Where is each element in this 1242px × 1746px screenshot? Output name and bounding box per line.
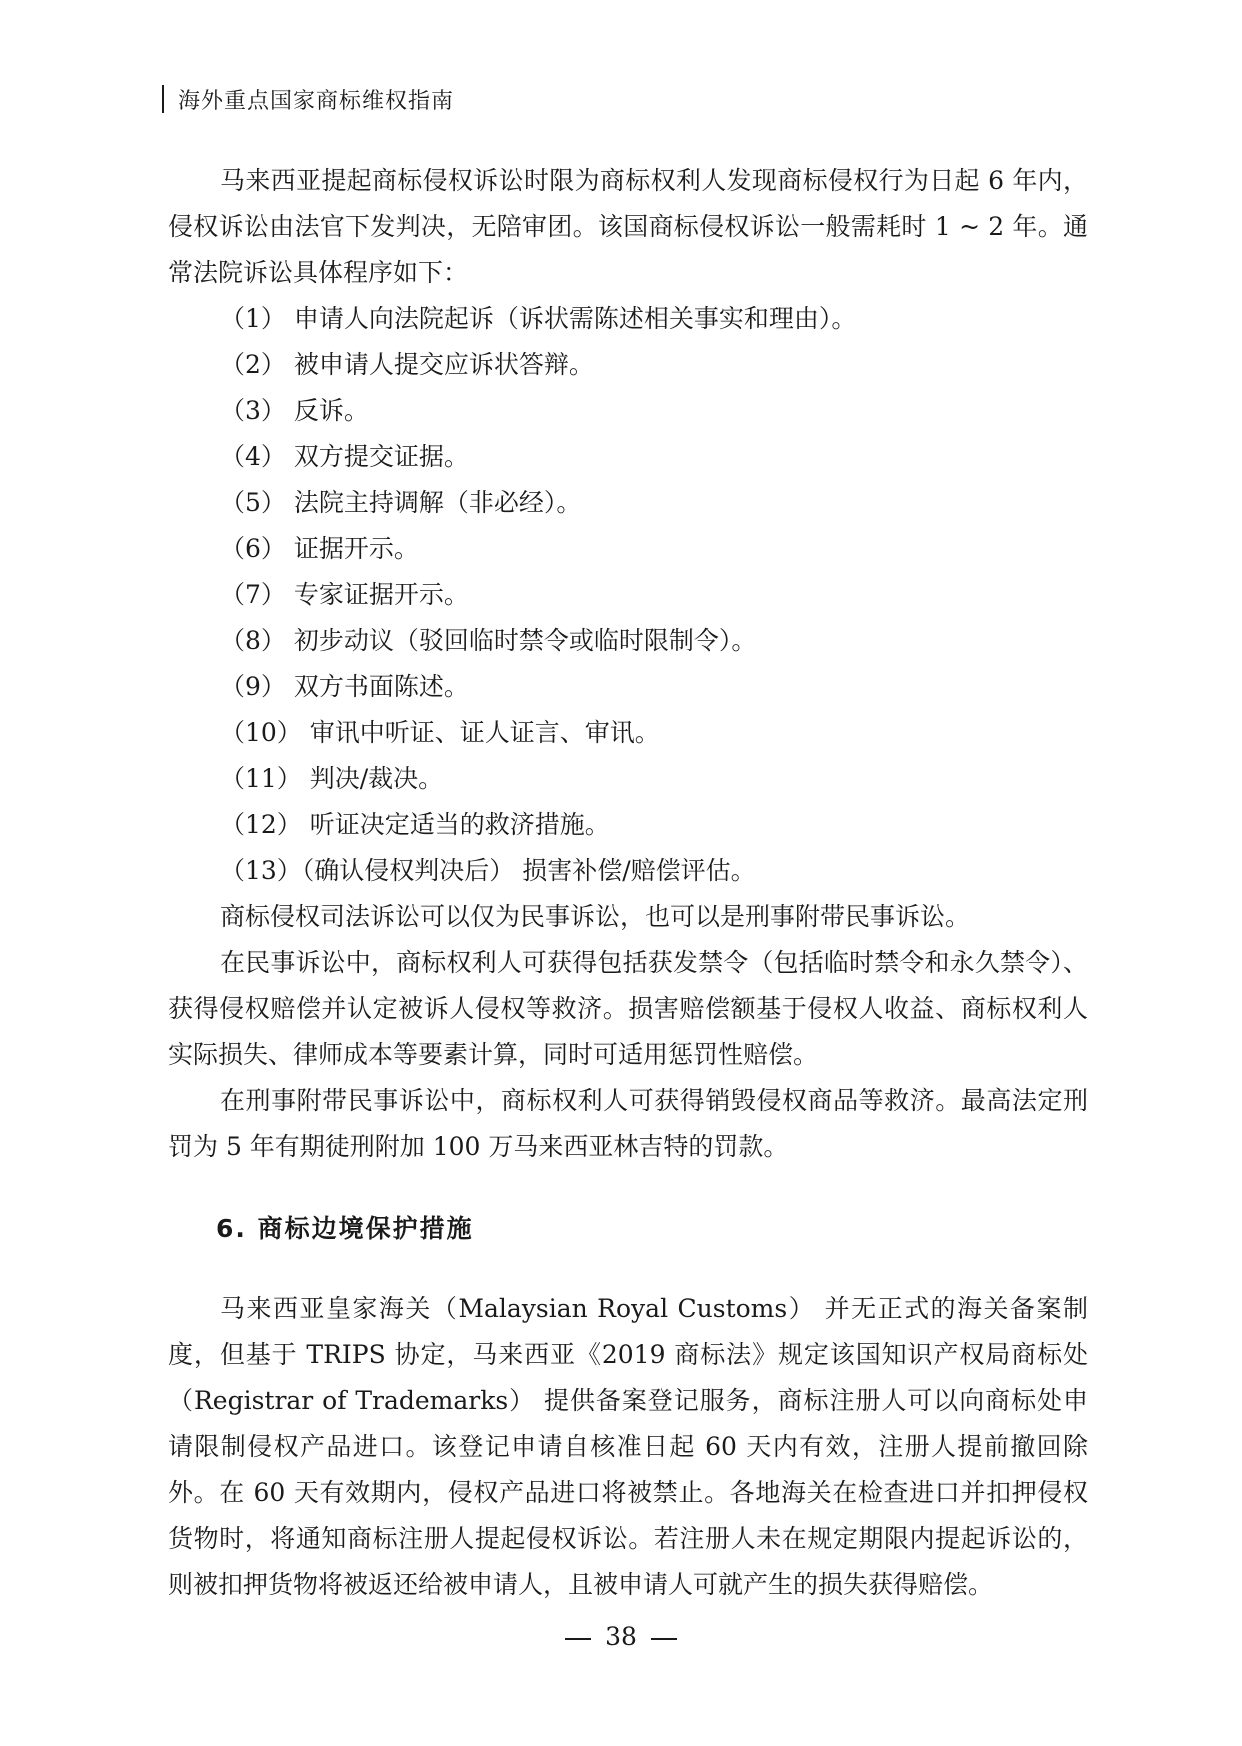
footer-dash-left — [565, 1638, 591, 1640]
litigation-type-paragraph: 商标侵权司法诉讼可以仅为民事诉讼，也可以是刑事附带民事诉讼。 — [220, 902, 971, 931]
procedure-step: （10） 审讯中听证、证人证言、审讯。 — [220, 718, 660, 747]
page-body — [168, 158, 1088, 1608]
procedure-step: （1） 申请人向法院起诉（诉状需陈述相关事实和理由）。 — [220, 304, 857, 333]
procedure-step: （5） 法院主持调解（非必经）。 — [220, 488, 582, 517]
procedure-step: （2） 被申请人提交应诉状答辩。 — [220, 350, 594, 379]
header-title: 海外重点国家商标维权指南 — [178, 88, 455, 114]
page-number: 38 — [605, 1622, 637, 1651]
procedure-step: （9） 双方书面陈述。 — [220, 672, 469, 701]
procedure-step: （8） 初步动议（驳回临时禁令或临时限制令）。 — [220, 626, 757, 655]
procedure-list — [168, 296, 1088, 894]
procedure-step: （13）（确认侵权判决后） 损害补偿/赔偿评估。 — [220, 856, 756, 885]
procedure-step: （4） 双方提交证据。 — [220, 442, 469, 471]
page-footer — [0, 1622, 1242, 1651]
procedure-step: （3） 反诉。 — [220, 396, 369, 425]
procedure-step: （7） 专家证据开示。 — [220, 580, 469, 609]
civil-litigation-paragraph: 在民事诉讼中，商标权利人可获得包括获发禁令（包括临时禁令和永久禁令）、获得侵权赔偿并认定被诉人侵权等救济。损害赔偿额基于侵权人收益、商标权利人实际损失、律师成本等要素计算，同时可适用惩罚性赔偿。 — [168, 948, 1088, 1069]
procedure-step: （11） 判决/裁决。 — [220, 764, 444, 793]
procedure-step: （6） 证据开示。 — [220, 534, 419, 563]
section-heading: 6. 商标边境保护措施 — [216, 1214, 474, 1243]
border-protection-paragraph: 马来西亚皇家海关（Malaysian Royal Customs） 并无正式的海关备案制度，但基于 TRIPS 协定，马来西亚《2019 商标法》规定该国知识产权局商标处（Registrar of Trademarks） 提供备案登记服务，商标注册人可以向商标处申请限制侵权产品进口。该登记申请自核准日起 60 天内有效，注册人提前撤回除外。在 60 天有效期内，侵权产品进口将被禁止。各地海关在检查进口并扣押侵权货物时，将通知商标注册人提起侵权诉讼。若注册人未在规定期限内提起诉讼的，则被扣押货物将被返还给被申请人，且被申请人可就产生的损失获得赔偿。 — [168, 1294, 1088, 1599]
running-header — [162, 82, 454, 116]
intro-paragraph: 马来西亚提起商标侵权诉讼时限为商标权利人发现商标侵权行为日起 6 年内，侵权诉讼由法官下发判决，无陪审团。该国商标侵权诉讼一般需耗时 1 ~ 2 年。通常法院诉讼具体程序如下： — [168, 166, 1088, 287]
footer-dash-right — [651, 1638, 677, 1640]
criminal-litigation-paragraph: 在刑事附带民事诉讼中，商标权利人可获得销毁侵权商品等救济。最高法定刑罚为 5 年有期徒刑附加 100 万马来西亚林吉特的罚款。 — [168, 1086, 1088, 1161]
procedure-step: （12） 听证决定适当的救济措施。 — [220, 810, 610, 839]
header-rule — [162, 85, 164, 113]
